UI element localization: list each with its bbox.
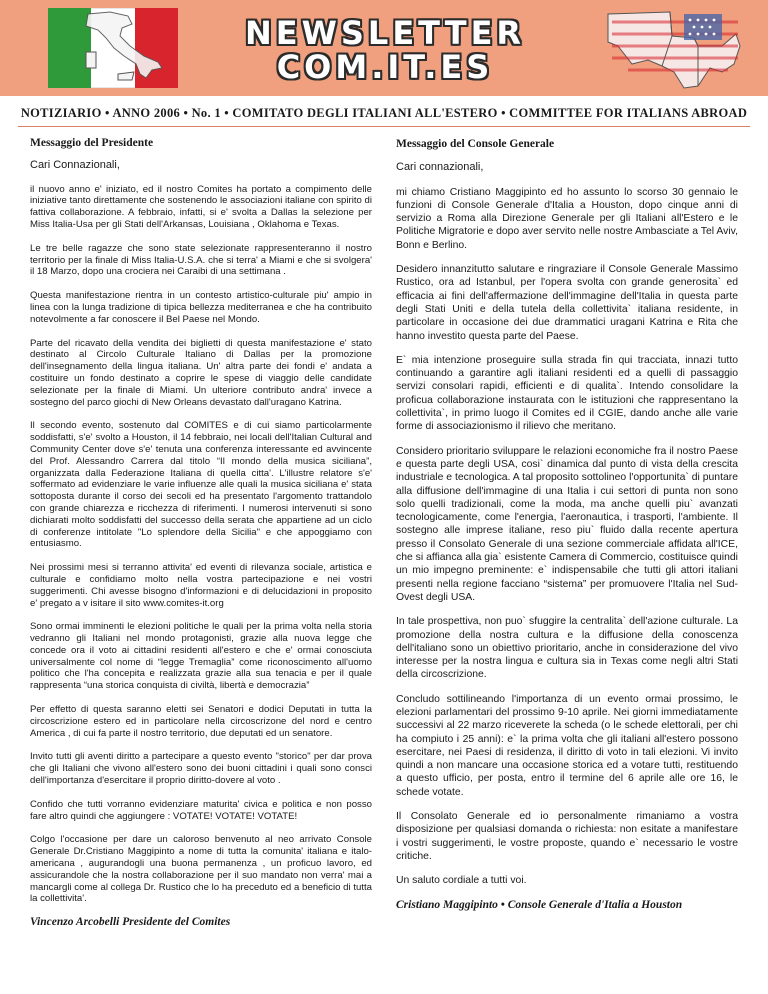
- presidente-signature: Vincenzo Arcobelli Presidente del Comites: [30, 916, 231, 929]
- presidente-column: [30, 138, 372, 929]
- us-states-flag-map-icon: [598, 6, 748, 92]
- presidente-paragraph: Parte del ricavato della vendita dei biglietti di questa manifestazione e' stato destinato al Circolo Culturale Italiano di Dallas per la promozione dell'insegnamento della lingua italiana. Un' altra parte dei fondi e' andata a costituire un fondo destinato a coprire le spese di viaggio delle candidate selezionate per la finale di Miami. Un ulteriore contributo andra' invece a sostegno del parco giochi di New Orleans devastato dall'uragano Katrina.: [30, 337, 372, 408]
- console-paragraph: Un saluto cordiale a tutti voi.: [396, 875, 527, 887]
- header-band: [0, 0, 768, 96]
- title-line-2: COM.IT.ES: [276, 48, 494, 86]
- newsletter-subtitle: NOTIZIARIO • ANNO 2006 • No. 1 • COMITATO DEGLI ITALIANI ALL'ESTERO • COMMITTEE FOR ITALIANS ABROAD: [20, 106, 748, 120]
- console-paragraph: Desidero innanzitutto salutare e ringraziare il Console Generale Massimo Rustico, ora ad Istanbul, per l'opera svolta con grande generosita` ed efficacia ai fini dell'affermazione dell'immagine dell'Italia in questa parte degli Stati Uniti e della tutela della collettivita` italiana residente, in particolare in occasione dei due drammatici uragani Katrina e Rita che hanno investito questa parte del Paese.: [396, 264, 738, 342]
- console-heading: Messaggio del Console Generale: [396, 138, 555, 150]
- presidente-paragraph: Confido che tutti vorranno evidenziare maturita' civica e politica e non posso fare altro quindi che aggiungere : VOTATE! VOTATE! VOTATE!: [30, 798, 372, 822]
- presidente-paragraph: Il secondo evento, sostenuto dal COMITES e di cui siamo particolarmente soddisfatti, s'e' svolto a Houston, il 14 febbraio, nei locali dell'Italian Cultural and Community Center dove s'e' tenuta una conferenza interessante ed avvincente del Prof. Alessandro Carrera dal titolo “Il mondo della musica siciliana”, organizzata dalla Federazione Italiana di quella citta'. L'illustre relatore s'e' soffermato ad evidenziare le varie influenze alle quali la musica siciliana e' stata sottoposta durante il corso dei secoli ed ha presentato l'argomento trattandolo con grande chiarezza e ricchezza di riferimenti. I numerosi intervenuti si sono dichiarati molto soddisfatti del successo della serata che appartiene ad un ciclo di conferenze intitolate "Lo splendore della Sicilia" e che appoggiamo con entusiasmo.: [30, 420, 372, 550]
- console-paragraph: mi chiamo Cristiano Maggipinto ed ho assunto lo scorso 30 gennaio le funzioni di Console Generale d'Italia a Houston, dopo cinque anni di servizio a Roma alla Direzione Generale per gli Italiani all'Estero e le Politiche Migratorie e dopo aver servito nelle nostre Ambasciate a Tel Aviv, Bonn e Berlino.: [396, 186, 738, 251]
- presidente-heading: Messaggio del Presidente: [30, 137, 154, 149]
- console-paragraph: E` mia intenzione proseguire sulla strada fin qui tracciata, innazi tutto continuando a garantire agli italiani residenti ed a quelli di passaggio servizi consolari rapidi, efficienti e di qualita`. Intendo consolidare la proficua collaborazione instaurata con le istituzioni che rappresentano la collettivita`, in primo luogo il Comites ed il CGIE, dando anche alle varie forme di associazionismo il rilievo che meritano.: [396, 354, 738, 433]
- console-paragraph: In tale prospettiva, non puo` sfuggire la centralita` dell'azione culturale. La promozione della nostra cultura e la diffusione della conoscenza dell'italiano sono un obiettivo prioritario, anche in considerazione del vivo interesse per la nostra lingua e cultura sia in Texas come negli altri Stati della circoscrizione.: [396, 616, 738, 681]
- newsletter-title: [190, 16, 580, 84]
- title-line-1: NEWSLETTER: [244, 14, 526, 52]
- presidente-paragraph: Sono ormai imminenti le elezioni politiche le quali per la prima volta nella storia vedranno gli Italiani nel mondo protagonisti, grazie alla nuova legge che concede ora il voto ai cittadini residenti all'estero e che e' ormai conosciuta universalmente col nome di “legge Tremaglia” come riconoscimento all'uomo politico che l'ha concepita e realizzata grazie alla sua tenacia e per il quale rappresenta “una storica conquista di civiltà, libertà e democrazia”: [30, 621, 372, 692]
- presidente-paragraph: Nei prossimi mesi si terranno attivita' ed eventi di rilevanza sociale, artistica e culturale e confidiamo molto nella vostra partecipazione e nei vostri suggerimenti. Chi avesse bisogno d'informazioni e di delucidazioni in proposito e' pregato a v isitare il sito www.comites-it.org: [30, 562, 372, 609]
- presidente-paragraph: Questa manifestazione rientra in un contesto artistico-culturale piu' ampio in linea con la lunga tradizione di tipica bellezza mediterranea e che ha contribuito notevolmente a far conoscere il Bel Paese nel Mondo.: [30, 290, 372, 325]
- presidente-paragraph: il nuovo anno e' iniziato, ed il nostro Comites ha portato a compimento delle iniziative tanto direttamente che sostenendo le associazioni italiane con spirito di fattiva collaborazione. A febbraio, infatti, si e' svolta a Dallas la selezione per Miss Italia-Usa per gli Stati dell'Arkansas, Louisiana , Oklahoma e Texas.: [30, 183, 372, 230]
- divider-top: [18, 126, 750, 127]
- console-paragraph: Concludo sottilineando l'importanza di un evento ormai prossimo, le elezioni parlamentari del prossimo 9-10 aprile. Nei giorni immediatamente successivi al 22 marzo riceverete la scheda (o le schede elettorali, per chi ha compiuto i 25 anni): e` la prima volta che gli italiani all'estero possono esercitare, nei Paesi di residenza, il diritto di voto in tali elezioni. Vi invito quindi a non mancare una occasione storica ed a votare tutti, restituendo a questo ufficio, per posta, entro il termine del 6 aprile alle ore 16, le schede votate.: [396, 693, 738, 798]
- console-greeting: Cari connazionali,: [396, 161, 484, 174]
- presidente-paragraph: Per effetto di questa saranno eletti sei Senatori e dodici Deputati in tutta la circoscrizione estero ed in particolare nella circoscrizone del nord e centro America , di cui fa parte il nostro territorio, due deputati ed un senatore.: [30, 704, 372, 739]
- presidente-paragraph: Invito tutti gli aventi diritto a partecipare a questo evento "storico" per dar prova che gli Italiani che vivono all'estero sono dei buoni cittadini i quali sono consci dell'importanza d'esercitare il proprio diritto-dovere al voto .: [30, 751, 372, 787]
- presidente-paragraph: Le tre belle ragazze che sono state selezionate rappresenteranno il nostro territorio per la finale di Miss Italia-U.S.A. che si terra' a Miami e che si svolgera' il 18 Marzo, dopo una crociera nei Caraibi di una settimana .: [30, 242, 372, 278]
- console-paragraph: Il Consolato Generale ed io personalmente rimaniamo a vostra disposizione per qualsiasi domanda o richiesta: non esitate a manifestare i vostri suggerimenti, le vostre proposte, quando e` necessario le vostre critiche.: [396, 811, 738, 862]
- console-signature: Cristiano Maggipinto • Console Generale d'Italia a Houston: [396, 898, 683, 911]
- console-column: [396, 138, 738, 912]
- presidente-greeting: Cari Connazionali,: [30, 158, 120, 171]
- console-paragraph: Considero prioritario sviluppare le relazioni economiche fra il nostro Paese e questa parte degli USA, cosi` dinamica dal punto di vista della crescita industriale e tecnologica. A tal proposito sottolineo l'opportunita` di puntare alla diffusione dell'immagine di una Italia i cui settori di punta non sono solo quelli tradizionali, come la moda, ma anche quelli piu` avanzati tecnologicamente, come l'energia, l'aeronautica, i trasporti, l'ambiente. Il sostegno alle imprese italiane, reso piu` fluido dalla recente apertura presso il Consolato Generale di una sezione commerciale affidata all'ICE, che si affianca alla gia` esistente Camera di Commercio, costituisce quindi un mio impegno preminente: e` indispensabile che tutti gli attori italiani presenti nella regione facciano “sistema” per promuovere l'Italia nel Sud-Ovest degli USA.: [396, 445, 738, 603]
- presidente-paragraph: Colgo l'occasione per dare un caloroso benvenuto al neo arrivato Console Generale Dr.Cristiano Maggipinto a nome di tutta la comunita' italiana e italo-americana , augurandogli una buona permanenza , un proficuo lavoro, ed assicurandole che la nostra collaborazione per il suo mandato non verra' mai a mancargli come al collega Dr. Rustico che lo ha preceduto ed a beneficio di tutta la collettivita'.: [30, 834, 372, 905]
- italy-flag-map-icon: [48, 8, 178, 88]
